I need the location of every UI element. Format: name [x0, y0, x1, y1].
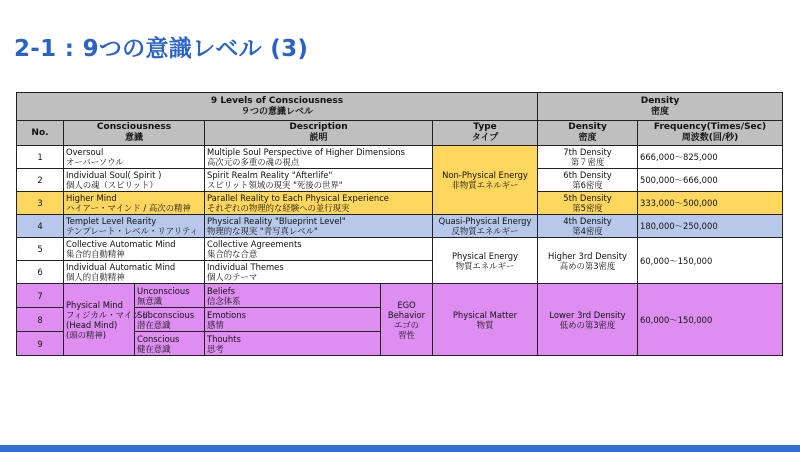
description-cell: Individual Themes 個人のテーマ — [205, 261, 433, 284]
frequency-cell: 666,000〜825,000 — [638, 146, 783, 169]
density-cell-lower3: Lower 3rd Density 低めの第3密度 — [538, 284, 638, 356]
frequency-cell: 180,000〜250,000 — [638, 215, 783, 238]
col-header-type: Type タイプ — [433, 121, 538, 146]
col-header-no: No. — [17, 121, 64, 146]
density-cell-higher3: Higher 3rd Density 高めの第3密度 — [538, 238, 638, 284]
type-cell-physical: Physical Energy 物質エネルギー — [433, 238, 538, 284]
row-number: 3 — [17, 192, 64, 215]
frequency-cell: 333,000〜500,000 — [638, 192, 783, 215]
description-cell: Parallel Reality to Each Physical Experience それぞれの物理的な経験への並行現実 — [205, 192, 433, 215]
row-number: 2 — [17, 169, 64, 192]
sub-consciousness-cell: Conscious 健在意識 — [135, 332, 205, 356]
description-cell: Multiple Soul Perspective of Higher Dimensions 高次元の多重の魂の視点 — [205, 146, 433, 169]
sub-consciousness-cell: Subconscious 潜在意識 — [135, 308, 205, 332]
col-header-consciousness: Consciousness 意識 — [64, 121, 205, 146]
physical-mind-cell: Physical Mind フィジカル・マインド (Head Mind) (頭の精神) — [64, 284, 135, 356]
frequency-cell-56: 60,000〜150,000 — [638, 238, 783, 284]
header-row-top — [17, 93, 783, 121]
frequency-cell: 500,000〜666,000 — [638, 169, 783, 192]
type-cell-matter: Physical Matter 物質 — [433, 284, 538, 356]
consciousness-cell: Collective Automatic Mind 集合的自動精神 — [64, 238, 205, 261]
row-number: 5 — [17, 238, 64, 261]
description-cell: Spirit Realm Reality "Afterlife" スピリット領域の現実 "死後の世界" — [205, 169, 433, 192]
row-number: 6 — [17, 261, 64, 284]
consciousness-levels-table — [16, 92, 783, 356]
header-density-group: Density 密度 — [538, 93, 783, 121]
density-cell: 4th Density 第4密度 — [538, 215, 638, 238]
col-header-description: Description 説明 — [205, 121, 433, 146]
consciousness-cell: Individual Automatic Mind 個人的自動精神 — [64, 261, 205, 284]
header-main: 9 Levels of Consciousness ９つの意識レベル — [17, 93, 538, 121]
table-row — [17, 146, 783, 169]
type-cell-nonphysical: Non-Physical Energy 非物質エネルギー — [433, 146, 538, 215]
type-cell-quasi: Quasi-Physical Energy 反物質エネルギー — [433, 215, 538, 238]
ego-behavior-cell: EGO Behavior エゴの 習性 — [381, 284, 433, 356]
row-number: 8 — [17, 308, 64, 332]
header-row-columns — [17, 121, 783, 146]
footer-accent-bar — [0, 445, 800, 452]
row-number: 4 — [17, 215, 64, 238]
page-title: 2-1 : 9つの意識レベル (3) — [14, 36, 309, 62]
density-cell: 7th Density 第７密度 — [538, 146, 638, 169]
consciousness-cell: Oversoul オーバーソウル — [64, 146, 205, 169]
description-cell: Thouhts 思考 — [205, 332, 381, 356]
table-row — [17, 169, 783, 192]
description-cell: Collective Agreements 集合的な合意 — [205, 238, 433, 261]
consciousness-cell: Higher Mind ハイアー・マインド / 高次の精神 — [64, 192, 205, 215]
table-row — [17, 238, 783, 261]
density-cell: 6th Density 第6密度 — [538, 169, 638, 192]
sub-consciousness-cell: Unconscious 無意識 — [135, 284, 205, 308]
density-cell: 5th Density 第5密度 — [538, 192, 638, 215]
frequency-cell-789: 60,000〜150,000 — [638, 284, 783, 356]
consciousness-cell: Templet Level Rearity テンプレート・レベル・リアリティ — [64, 215, 205, 238]
row-number: 1 — [17, 146, 64, 169]
description-cell: Beliefs 信念体系 — [205, 284, 381, 308]
table-row — [17, 192, 783, 215]
description-cell: Emotions 感情 — [205, 308, 381, 332]
table-row — [17, 284, 783, 308]
description-cell: Physical Reality "Blueprint Level" 物理的な現実 "青写真レベル" — [205, 215, 433, 238]
row-number: 7 — [17, 284, 64, 308]
table-row — [17, 215, 783, 238]
col-header-frequency: Frequency(Times/Sec) 周波数(回/秒) — [638, 121, 783, 146]
consciousness-cell: Individual Soul( Spirit ) 個人の魂（スピリット） — [64, 169, 205, 192]
row-number: 9 — [17, 332, 64, 356]
col-header-density: Density 密度 — [538, 121, 638, 146]
